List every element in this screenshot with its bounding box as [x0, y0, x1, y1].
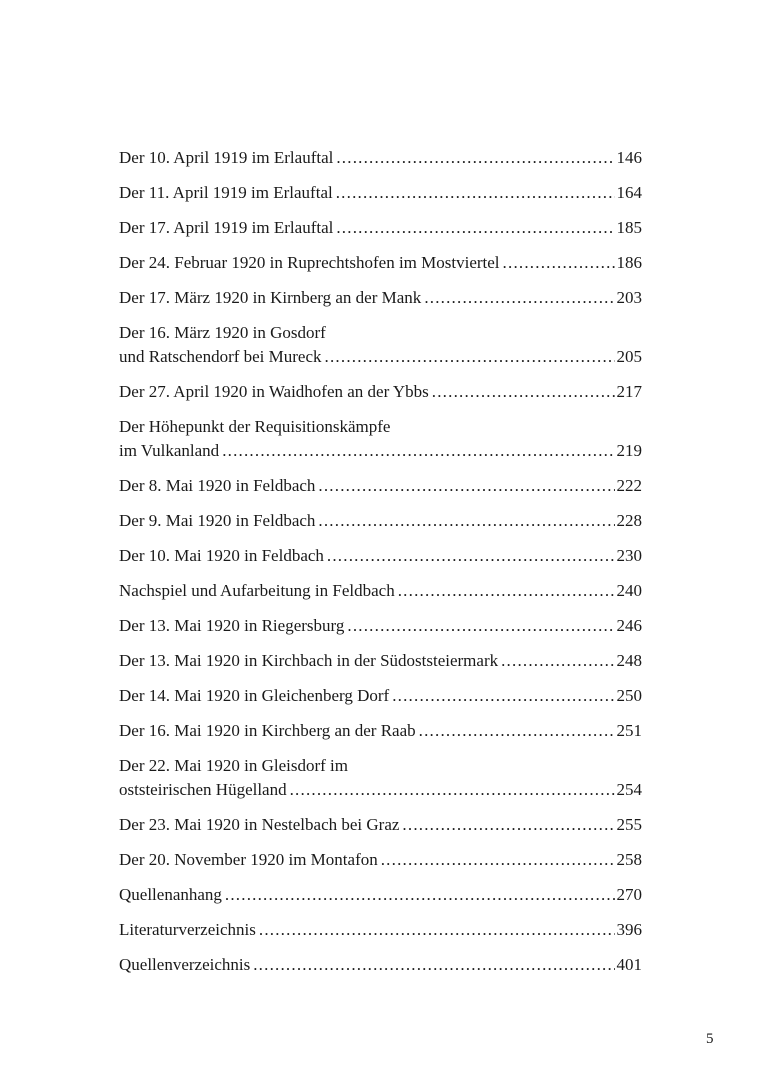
toc-entry-title: Der 10. April 1919 im Erlauftal: [119, 148, 334, 167]
dot-leader: [222, 439, 614, 463]
toc-entry-page: 203: [616, 288, 642, 307]
dot-leader: [336, 181, 615, 205]
dot-leader: [398, 579, 615, 603]
toc-entry-title-line1: Der 22. Mai 1920 in Gleisdorf im: [119, 756, 348, 775]
dot-leader: [325, 345, 615, 369]
toc-entry-page: 219: [616, 441, 642, 460]
dot-leader: [318, 474, 614, 498]
toc-entry: [119, 474, 642, 498]
toc-entry-title: Der 17. April 1919 im Erlauftal: [119, 218, 334, 237]
toc-entry: [119, 415, 642, 463]
toc-entry-title: Quellenanhang: [119, 885, 222, 904]
toc-entry-page: 248: [616, 651, 642, 670]
dot-leader: [253, 953, 614, 977]
toc-entry: [119, 719, 642, 743]
toc-entry-title: im Vulkanland: [119, 441, 220, 460]
toc-entry-page: 205: [616, 347, 642, 366]
dot-leader: [290, 778, 615, 802]
page-number: 5: [706, 1031, 714, 1047]
toc-entry: [119, 380, 642, 404]
toc-entry-page: 270: [616, 885, 642, 904]
toc-entry: [119, 286, 642, 310]
toc-entry-page: 228: [616, 511, 642, 530]
toc-entry-title-line1: Der Höhepunkt der Requisitionskämpfe: [119, 417, 391, 436]
toc-entry: [119, 953, 642, 977]
toc-entry-page: 255: [616, 815, 642, 834]
dot-leader: [432, 380, 615, 404]
dot-leader: [424, 286, 614, 310]
toc-entry-title: Der 27. April 1920 in Waidhofen an der Ybbs: [119, 382, 429, 401]
toc-entry-title: Der 13. Mai 1920 in Kirchbach in der Südoststeiermark: [119, 651, 499, 670]
toc-entry-title: Der 14. Mai 1920 in Gleichenberg Dorf: [119, 686, 390, 705]
toc-entry-title: Der 24. Februar 1920 in Ruprechtshofen im Mostviertel: [119, 253, 500, 272]
dot-leader: [327, 544, 615, 568]
toc-entry: [119, 579, 642, 603]
toc-entry-page: 146: [616, 148, 642, 167]
toc-entry: [119, 544, 642, 568]
toc-entry: [119, 216, 642, 240]
toc-entry-title: Literaturverzeichnis: [119, 920, 256, 939]
toc-entry: [119, 146, 642, 170]
toc-entry: [119, 649, 642, 673]
toc-entry-page: 258: [616, 850, 642, 869]
dot-leader: [381, 848, 615, 872]
toc-entry: [119, 883, 642, 907]
toc-entry-title: Quellenverzeichnis: [119, 955, 251, 974]
toc-entry-title: Der 20. November 1920 im Montafon: [119, 850, 378, 869]
toc-entry: [119, 684, 642, 708]
dot-leader: [318, 509, 614, 533]
toc-entry-title: Der 23. Mai 1920 in Nestelbach bei Graz: [119, 815, 400, 834]
dot-leader: [419, 719, 615, 743]
toc-entry-title: Der 17. März 1920 in Kirnberg an der Mank: [119, 288, 422, 307]
toc-entry-page: 222: [616, 476, 642, 495]
toc-entry-title: Der 9. Mai 1920 in Feldbach: [119, 511, 316, 530]
toc-entry-page: 401: [616, 955, 642, 974]
dot-leader: [392, 684, 614, 708]
toc-entry-page: 246: [616, 616, 642, 635]
toc-entry: [119, 321, 642, 369]
toc-entry: [119, 848, 642, 872]
toc-entry-title: Der 8. Mai 1920 in Feldbach: [119, 476, 316, 495]
toc-entry-page: 186: [616, 253, 642, 272]
toc-entry: [119, 181, 642, 205]
toc-entry: [119, 918, 642, 942]
toc-entry-title: Der 16. Mai 1920 in Kirchberg an der Raab: [119, 721, 416, 740]
dot-leader: [501, 649, 614, 673]
dot-leader: [347, 614, 614, 638]
toc-entry-page: 250: [616, 686, 642, 705]
toc-entry: [119, 813, 642, 837]
toc-entry-page: 240: [616, 581, 642, 600]
toc-entry-title: Nachspiel und Aufarbeitung in Feldbach: [119, 581, 395, 600]
toc-entry-page: 185: [616, 218, 642, 237]
toc-entry-page: 217: [616, 382, 642, 401]
toc-entry: [119, 509, 642, 533]
toc-entry-title: Der 13. Mai 1920 in Riegersburg: [119, 616, 345, 635]
dot-leader: [259, 918, 615, 942]
table-of-contents: [119, 146, 642, 988]
toc-entry-title: oststeirischen Hügelland: [119, 780, 287, 799]
dot-leader: [336, 216, 614, 240]
toc-entry-page: 230: [616, 546, 642, 565]
dot-leader: [402, 813, 614, 837]
toc-entry-page: 164: [616, 183, 642, 202]
toc-entry-title: Der 11. April 1919 im Erlauftal: [119, 183, 333, 202]
toc-entry-title-line1: Der 16. März 1920 in Gosdorf: [119, 323, 326, 342]
toc-entry-page: 396: [616, 920, 642, 939]
dot-leader: [503, 251, 615, 275]
toc-entry: [119, 754, 642, 802]
toc-entry-page: 251: [616, 721, 642, 740]
dot-leader: [336, 146, 614, 170]
dot-leader: [225, 883, 615, 907]
toc-entry-title: und Ratschendorf bei Mureck: [119, 347, 322, 366]
toc-entry-page: 254: [616, 780, 642, 799]
toc-entry: [119, 614, 642, 638]
toc-entry: [119, 251, 642, 275]
toc-entry-title: Der 10. Mai 1920 in Feldbach: [119, 546, 324, 565]
